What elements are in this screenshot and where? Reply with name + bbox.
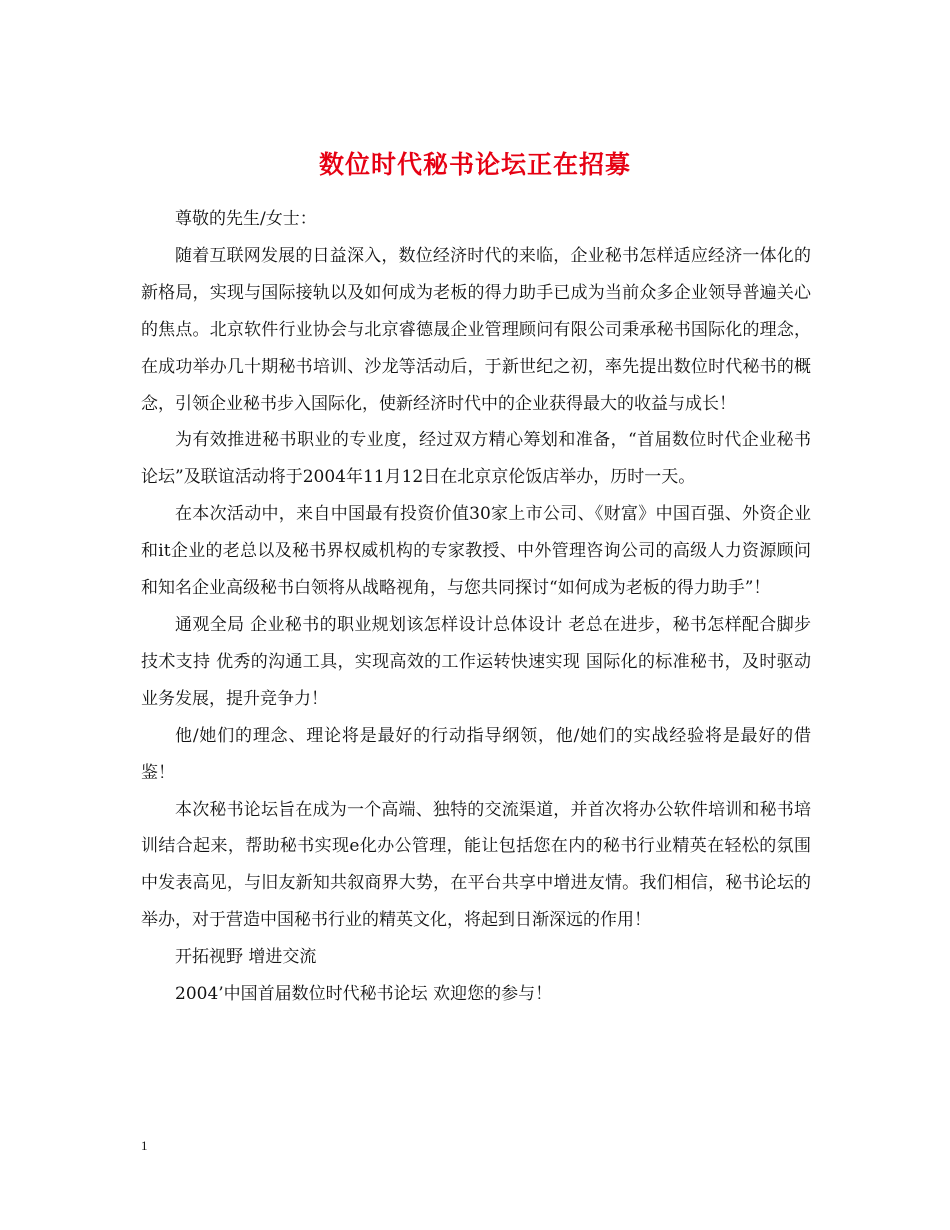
paragraph-participants: 在本次活动中，来自中国最有投资价值30家上市公司、《财富》中国百强、外资企业和it企业的老总以及秘书界权威机构的专家教授、中外管理咨询公司的高级人力资源顾问和知名企业高级秘书白领将从战略视角，与您共同探讨“如何成为老板的得力助手”！ xyxy=(141,504,811,599)
paragraph-topics: 通观全局 企业秘书的职业规划该怎样设计总体设计 老总在进步，秘书怎样配合脚步技术支持 优秀的沟通工具，实现高效的工作运转快速实现 国际化的标准秘书，及时驱动业务发展，提升竞争力！ xyxy=(141,614,811,709)
page-number: 1 xyxy=(141,1138,148,1153)
paragraph-experience: 他/她们的理念、理论将是最好的行动指导纲领，他/她们的实战经验将是最好的借鉴！ xyxy=(141,725,811,783)
closing-welcome: 2004’中国首届数位时代秘书论坛 欢迎您的参与！ xyxy=(175,984,553,1005)
document-body xyxy=(141,201,811,1013)
paragraph-forum-purpose: 本次秘书论坛旨在成为一个高端、独特的交流渠道，并首次将办公软件培训和秘书培训结合起来，帮助秘书实现e化办公管理，能让包括您在内的秘书行业精英在轻松的氛围中发表高见，与旧友新知共叙商界大势，在平台共享中增进友情。我们相信，秘书论坛的举办，对于营造中国秘书行业的精英文化，将起到日渐深远的作用！ xyxy=(141,799,811,931)
paragraph-event-announcement: 为有效推进秘书职业的专业度，经过双方精心筹划和准备，“首届数位时代企业秘书论坛”及联谊活动将于2004年11月12日在北京京伦饭店举办，历时一天。 xyxy=(141,430,811,488)
salutation: 尊敬的先生/女士： xyxy=(175,209,317,229)
slogan: 开拓视野 增进交流 xyxy=(175,947,317,968)
document-title: 数位时代秘书论坛正在招募 xyxy=(318,149,631,179)
paragraph-intro: 随着互联网发展的日益深入，数位经济时代的来临，企业秘书怎样适应经济一体化的新格局，实现与国际接轨以及如何成为老板的得力助手已成为当前众多企业领导普遍关心的焦点。北京软件行业协会与北京睿德晟企业管理顾问有限公司秉承秘书国际化的理念，在成功举办几十期秘书培训、沙龙等活动后，于新世纪之初，率先提出数位时代秘书的概念，引领企业秘书步入国际化，使新经济时代中的企业获得最大的收益与成长！ xyxy=(141,245,811,414)
